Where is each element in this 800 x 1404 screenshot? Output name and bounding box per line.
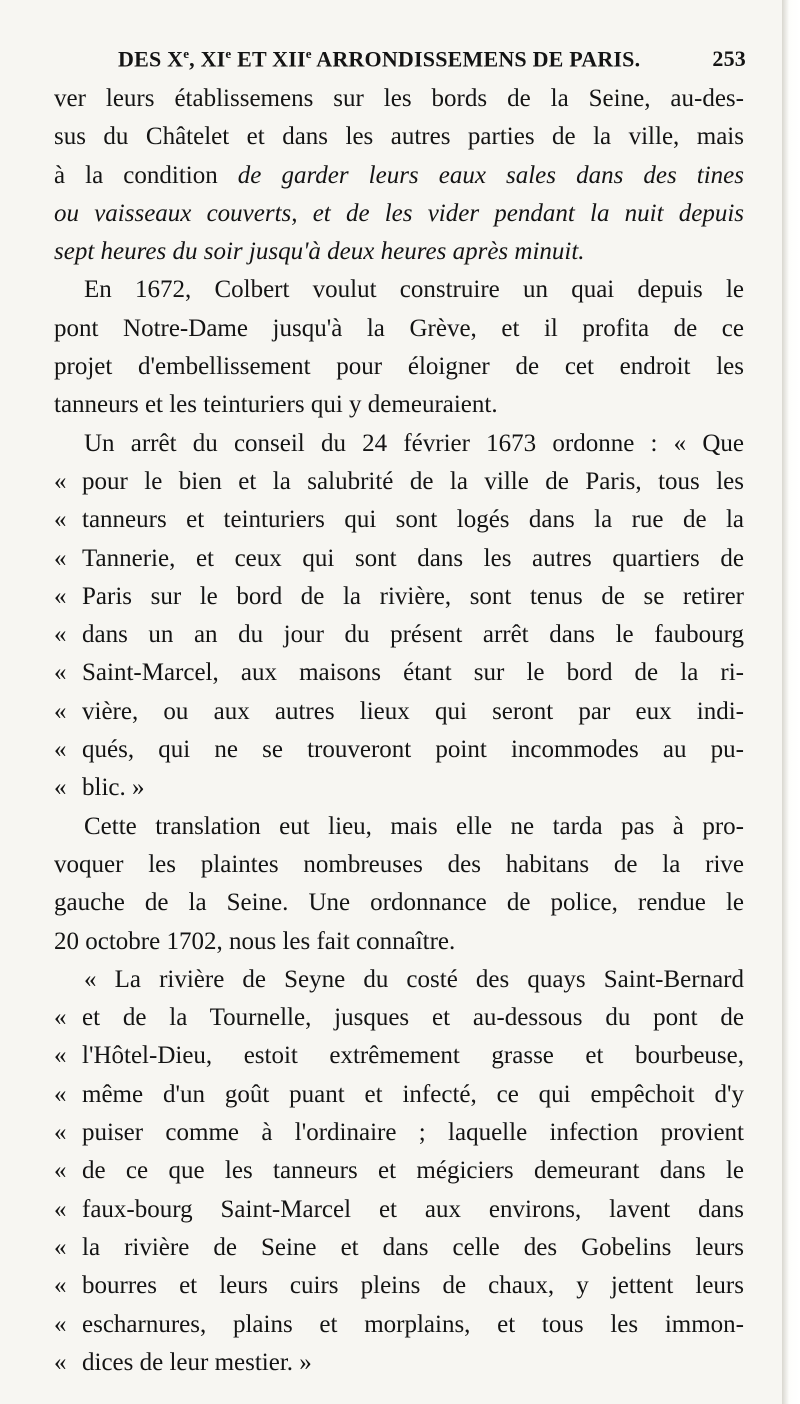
text-line: « de ce que les tanneurs et mégiciers demeurant dans le [54, 1157, 744, 1185]
text-line: sus du Châtelet et dans les autres parties de la ville, mais [54, 123, 744, 151]
text-line: « dans un an du jour du présent arrêt dans le faubourg [54, 621, 744, 649]
paragraph-1 [54, 80, 744, 271]
italic-quote: de garder leurs eaux sales dans des tines [237, 161, 744, 189]
text-line: « Tannerie, et ceux qui sont dans les autres quartiers de [54, 544, 744, 572]
text-line: 20 octobre 1702, nous les fait connaître. [54, 927, 456, 955]
paragraph-3 [54, 425, 744, 808]
text-line: « puiser comme à l'ordinaire ; laquelle infection provient [54, 1119, 744, 1147]
text-line: « bourres et leurs cuirs pleins de chaux, y jettent leurs [54, 1272, 744, 1300]
text-line: « blic. » [54, 774, 145, 802]
text-line: En 1672, Colbert voulut construire un quai depuis le [84, 276, 744, 304]
paragraph-5 [54, 961, 744, 1382]
text-line: « La rivière de Seyne du costé des quays Saint-Bernard [84, 965, 744, 993]
text-line: Cette translation eut lieu, mais elle ne tarda pas à pro- [84, 812, 744, 840]
text-line: projet d'embellissement pour éloigner de cet endroit les [54, 353, 744, 381]
text-line: sept heures du soir jusqu'à deux heures après minuit. [54, 238, 585, 266]
text-line: « pour le bien et la salubrité de la ville de Paris, tous les [54, 467, 744, 495]
text-line: « même d'un goût puant et infecté, ce qui empêchoit d'y [54, 1080, 744, 1108]
text-line: « Saint-Marcel, aux maisons étant sur le bord de la ri- [54, 659, 744, 687]
text-line: « et de la Tournelle, jusques et au-dessous du pont de [54, 1004, 744, 1032]
text-line: à la condition de garder leurs eaux sales dans des tines [54, 161, 744, 189]
text-line: « tanneurs et teinturiers qui sont logés dans la rue de la [54, 506, 744, 534]
page-number: 253 [712, 46, 746, 71]
text-line: « vière, ou aux autres lieux qui seront par eux indi- [54, 697, 744, 725]
text-line: ou vaisseaux couverts, et de les vider pendant la nuit depuis [54, 199, 744, 227]
text-line: « Paris sur le bord de la rivière, sont tenus de se retirer [54, 582, 744, 610]
text-line: tanneurs et les teinturiers qui y demeuraient. [54, 391, 498, 419]
page-edge [782, 0, 800, 1404]
text-line: gauche de la Seine. Une ordonnance de police, rendue le [54, 889, 744, 917]
text-line: Un arrêt du conseil du 24 février 1673 ordonne : « Que [84, 429, 744, 457]
text-line: voquer les plaintes nombreuses des habitans de la rive [54, 850, 744, 878]
running-title: DES Xe, XIe ET XIIe ARRONDISSEMENS DE PARIS. [118, 45, 641, 72]
text-line: ver leurs établissemens sur les bords de la Seine, au-des- [54, 85, 744, 112]
body-text [54, 80, 744, 1382]
text-line: « l'Hôtel-Dieu, estoit extrêmement grasse et bourbeuse, [54, 1042, 744, 1070]
text-line: pont Notre-Dame jusqu'à la Grève, et il profita de ce [54, 314, 744, 342]
text-line: « la rivière de Seine et dans celle des Gobelins leurs [54, 1233, 744, 1261]
text-line: « escharnures, plains et morplains, et tous les immon- [54, 1310, 744, 1338]
paragraph-4 [54, 808, 744, 961]
text-line: « dices de leur mestier. » [54, 1348, 312, 1376]
paragraph-2 [54, 271, 744, 424]
text-line: « qués, qui ne se trouveront point incommodes au pu- [54, 736, 744, 764]
running-header [118, 42, 746, 76]
text-line: « faux-bourg Saint-Marcel et aux environs, lavent dans [54, 1195, 744, 1223]
